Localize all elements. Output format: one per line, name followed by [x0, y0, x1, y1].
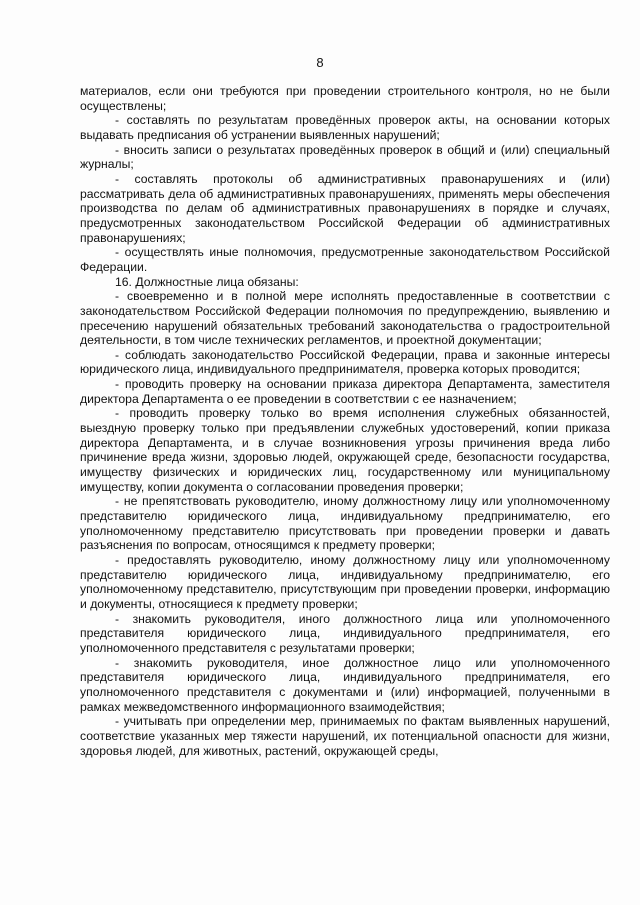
document-body	[80, 84, 610, 758]
paragraph: - не препятствовать руководителю, иному должностному лицу или уполномоченному представителю юридического лица, индивидуальному предпринимателю, его уполномоченному представителю присутствовать при проведении проверки и давать разъяснения по вопросам, относящимся к предмету проверки;	[80, 494, 610, 553]
paragraph: - вносить записи о результатах проведённых проверок в общий и (или) специальный журналы;	[80, 142, 610, 172]
page-number: 8	[316, 55, 324, 70]
paragraph: - своевременно и в полной мере исполнять предоставленные в соответствии с законодательством Российской Федерации полномочия по предупреждению, выявлению и пресечению нарушений обязательных требований законодательства о градостроительной деятельности, в том числе технических регламентов, и проектной документации;	[80, 289, 610, 348]
paragraph: - проводить проверку только во время исполнения служебных обязанностей, выездную проверку только при предъявлении служебных удостоверений, копии приказа директора Департамента, и в случае возникновения угрозы причинения вреда либо причинение вреда жизни, здоровью людей, окружающей среде, безопасности государства, имуществу физических и юридических лиц, государственному или муниципальному имуществу, копии документа о согласовании проведения проверки;	[80, 406, 610, 494]
paragraph: - составлять протоколы об административных правонарушениях и (или) рассматривать дела об административных правонарушениях, применять меры обеспечения производства по делам об административных правонарушениях в порядке и случаях, предусмотренных законодательством Российской Федерации об административных правонарушениях;	[80, 171, 610, 245]
paragraph: - проводить проверку на основании приказа директора Департамента, заместителя директора Департамента о ее проведении в соответствии с ее назначением;	[80, 377, 610, 406]
paragraph: - знакомить руководителя, иного должностного лица или уполномоченного представителя юридического лица, индивидуального предпринимателя, его уполномоченного представителя с результатами проверки;	[80, 611, 610, 655]
section-heading: 16. Должностные лица обязаны:	[115, 274, 299, 289]
paragraph: - составлять по результатам проведённых проверок акты, на основании которых выдавать предписания об устранении выявленных нарушений;	[80, 113, 610, 142]
paragraph: - соблюдать законодательство Российской Федерации, права и законные интересы юридического лица, индивидуального предпринимателя, проверка которых проводится;	[80, 347, 610, 377]
paragraph: материалов, если они требуются при проведении строительного контроля, но не были осуществлены;	[80, 84, 610, 113]
paragraph: - учитывать при определении мер, принимаемых по фактам выявленных нарушений, соответствие указанных мер тяжести нарушений, их потенциальной опасности для жизни, здоровья людей, для животных, растений, окружающей среды,	[80, 714, 610, 758]
paragraph: - осуществлять иные полномочия, предусмотренные законодательством Российской Федерации.	[80, 245, 610, 274]
paragraph: - знакомить руководителя, иное должностное лицо или уполномоченного представителя юридического лица, индивидуального предпринимателя, его уполномоченного представителя с документами и (или) информацией, полученными в рамках межведомственного информационного взаимодействия;	[80, 655, 610, 714]
paragraph: - предоставлять руководителю, иному должностному лицу или уполномоченному представителю юридического лица, индивидуальному предпринимателю, его уполномоченному представителю, присутствующим при проведении проверки, информацию и документы, относящиеся к предмету проверки;	[80, 553, 610, 611]
